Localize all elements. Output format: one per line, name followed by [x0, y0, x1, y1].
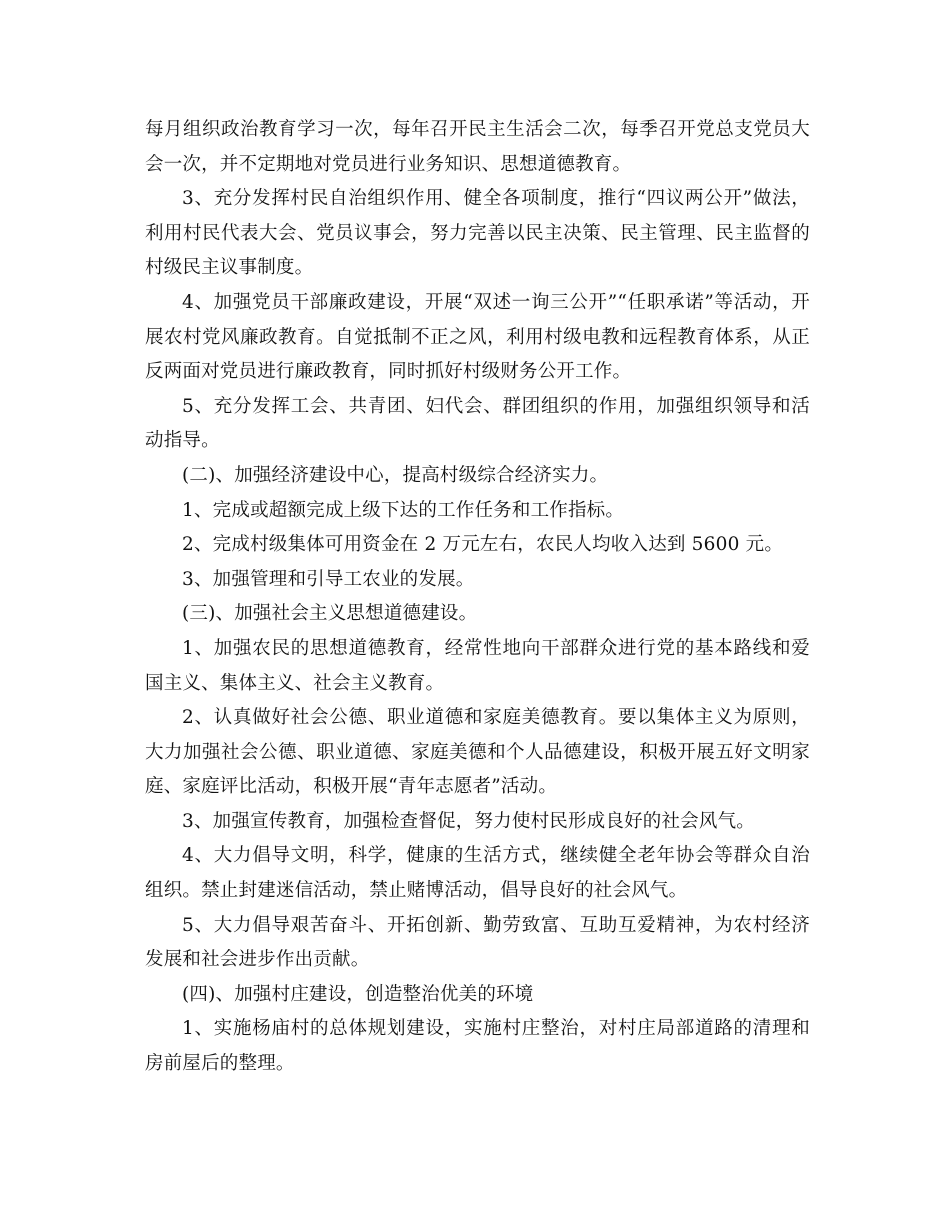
paragraph-item-3-self-governance: 3、充分发挥村民自治组织作用、健全各项制度，推行“四议两公开”做法，利用村民代表大会、党员议事会，努力完善以民主决策、民主管理、民主监督的村级民主议事制度。 — [145, 188, 810, 279]
section-heading-morality: (三)、加强社会主义思想道德建设。 — [182, 603, 478, 625]
paragraph-morality-item-5: 5、大力倡导艰苦奋斗、开拓创新、勤劳致富、互助互爱精神，为农村经济发展和社会进步作出贡献。 — [145, 914, 810, 971]
paragraph-morality-item-3: 3、加强宣传教育，加强检查督促，努力使村民形成良好的社会风气。 — [182, 810, 755, 832]
paragraph-morality-item-4: 4、大力倡导文明，科学，健康的生活方式，继续健全老年协会等群众自治组织。禁止封建迷信活动，禁止赌博活动，倡导良好的社会风气。 — [145, 845, 810, 902]
paragraph-item-5-mass-organizations: 5、充分发挥工会、共青团、妇代会、群团组织的作用，加强组织领导和活动指导。 — [145, 395, 810, 452]
paragraph-village-item-1: 1、实施杨庙村的总体规划建设，实施村庄整治，对村庄局部道路的清理和房前屋后的整理。 — [145, 1018, 810, 1075]
section-heading-village-construction: (四)、加强村庄建设，创造整治优美的环境 — [182, 983, 534, 1005]
paragraph-morality-item-1: 1、加强农民的思想道德教育，经常性地向干部群众进行党的基本路线和爱国主义、集体主义、社会主义教育。 — [145, 637, 810, 694]
paragraph-economy-item-1: 1、完成或超额完成上级下达的工作任务和工作指标。 — [182, 499, 625, 521]
document-body — [145, 113, 810, 1082]
section-heading-economy: (二)、加强经济建设中心，提高村级综合经济实力。 — [182, 464, 609, 486]
paragraph-economy-item-2: 2、完成村级集体可用资金在 2 万元左右，农民人均收入达到 5600 元。 — [182, 534, 784, 556]
paragraph-item-4-integrity: 4、加强党员干部廉政建设，开展“双述一询三公开”“任职承诺”等活动，开展农村党风廉政教育。自觉抵制不正之风，利用村级电教和远程教育体系，从正反两面对党员进行廉政教育，同时抓好村级财务公开工作。 — [145, 291, 810, 383]
paragraph-morality-item-2: 2、认真做好社会公德、职业道德和家庭美德教育。要以集体主义为原则，大力加强社会公德、职业道德、家庭美德和个人品德建设，积极开展五好文明家庭、家庭评比活动，积极开展“青年志愿者”活动。 — [145, 707, 810, 798]
paragraph-continuation: 每月组织政治教育学习一次，每年召开民主生活会二次，每季召开党总支党员大会一次，并不定期地对党员进行业务知识、思想道德教育。 — [145, 119, 810, 175]
paragraph-economy-item-3: 3、加强管理和引导工农业的发展。 — [182, 568, 475, 590]
